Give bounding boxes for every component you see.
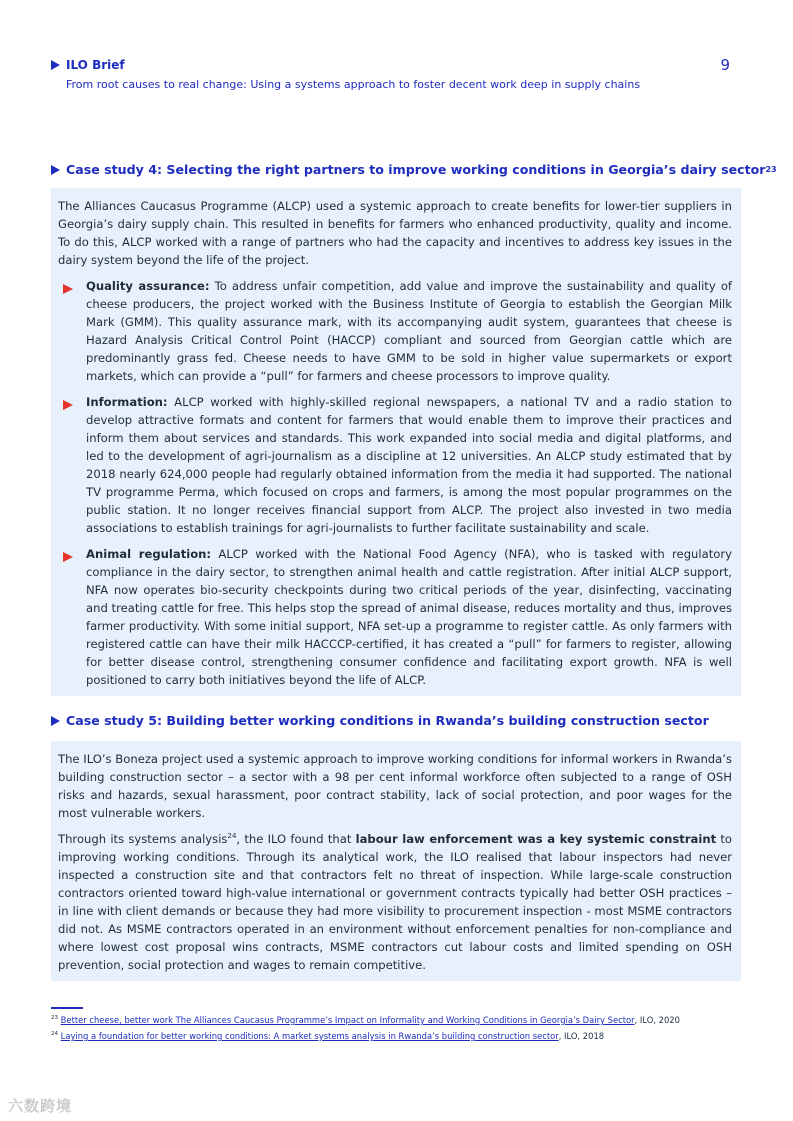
footnote-link[interactable]: Laying a foundation for better working conditions: A market systems analysis in Rwanda’s building construction sector bbox=[60, 1031, 559, 1041]
footnote-number: 23 bbox=[51, 1015, 58, 1022]
footnote-number: 24 bbox=[51, 1031, 58, 1038]
case-study-5-title: Case study 5: Building better working conditions in Rwanda’s building construction sector bbox=[66, 713, 709, 728]
brief-subtitle: From root causes to real change: Using a systems approach to foster decent work deep in supply chains bbox=[66, 78, 641, 91]
case-study-5-para-2 bbox=[58, 830, 732, 974]
bullet-body: To address unfair competition, add value and improve the sustainability and quality of cheese producers, the project worked with the Business Institute of Georgia to establish the Georgian Milk Mark (GMM). This quality assurance mark, with its accompanying audit system, guarantees that cheese is Hazard Analysis Critical Control Point (HACCP) compliant and sourced from Georgian cattle which are predominantly grass fed. Cheese needs to have GMM to be sold in higher value supermarkets or export markets, which can provide a “pull” for farmers and cheese processors to improve quality. bbox=[86, 279, 732, 383]
brief-label: ILO Brief bbox=[66, 58, 125, 72]
case-study-4-heading bbox=[51, 162, 777, 177]
footnote-divider bbox=[51, 1007, 83, 1009]
footnote-source: , ILO, 2018 bbox=[558, 1031, 605, 1041]
footnote-24 bbox=[51, 1031, 604, 1041]
red-triangle-icon bbox=[63, 400, 73, 410]
red-triangle-icon bbox=[63, 284, 73, 294]
triangle-bullet-icon bbox=[51, 716, 60, 726]
footnote-ref-24[interactable]: 24 bbox=[227, 832, 237, 841]
para-bold-text: labour law enforcement was a key systemic constraint bbox=[355, 832, 717, 846]
case-study-5-box bbox=[51, 741, 741, 981]
bullet-label: Quality assurance: bbox=[86, 279, 210, 293]
case-study-4-intro: The Alliances Caucasus Programme (ALCP) used a systemic approach to create benefits for lower-tier suppliers in Georgia’s dairy supply chain. This resulted in benefits for farmers who enhanced productivity, quality and income. To do this, ALCP worked with a range of partners who had the capacity and incentives to address key issues in the dairy system beyond the life of the project. bbox=[58, 199, 732, 267]
case-study-4-box bbox=[51, 188, 741, 696]
bullet-body: ALCP worked with highly-skilled regional newspapers, a national TV and a radio station to develop attractive formats and content for farmers that would enable them to improve their practices and inform them about services and standards. This work expanded into social media and digital platforms, and led to the development of agri-journalism as a discipline at 12 universities. An ALCP study estimated that by 2018 nearly 624,000 people had regularly obtained information from the media it had supported. The national TV programme Perma, which focused on crops and farmers, is among the most popular programmes on the public station. It no longer receives financial support from ALCP. The project also invested in two media associations to establish trainings for agri-journalists to further facilitate sustainability and scale. bbox=[86, 395, 732, 535]
page-number: 9 bbox=[720, 56, 730, 74]
bullet-animal-regulation bbox=[58, 545, 732, 689]
footnote-23 bbox=[51, 1015, 680, 1025]
footnote-source: , ILO, 2020 bbox=[634, 1015, 680, 1025]
para-text: Through its systems analysis bbox=[58, 832, 228, 846]
case-study-5-para-1: The ILO’s Boneza project used a systemic approach to improve working conditions for informal workers in Rwanda’s building construction sector – a sector with a 98 per cent informal workforce often subjected to a range of OSH risks and hazards, sexual harassment, poor contract stability, lack of social protection, and poor wages for the most vulnerable workers. bbox=[58, 752, 732, 820]
footnote-link[interactable]: Better cheese, better work The Alliances Caucasus Programme’s Impact on Informality and Working Conditions in Georgia’s Dairy Sector bbox=[60, 1015, 635, 1025]
footnote-ref-23[interactable]: 23 bbox=[765, 165, 777, 174]
bullet-information bbox=[58, 393, 732, 537]
bullet-label: Animal regulation: bbox=[86, 547, 212, 561]
para-text: to improving working conditions. Through its analytical work, the ILO realised that labour inspectors had never inspected a construction site and that contractors felt no threat of inspection. While large-scale construction contractors oriented toward high-value international or government contracts typically had better OSH practices – in line with client demands or because they had more visibility to procurement inspection - most MSME contractors did not. As MSME contractors operated in an environment without enforcement penalties for non-compliance and where lowest cost proposal wins contracts, MSME contractors cut labour costs and limited spending on OSH prevention, social protection and wages to remain competitive. bbox=[58, 832, 733, 972]
watermark: 六数跨境 bbox=[8, 1097, 73, 1115]
red-triangle-icon bbox=[63, 552, 73, 562]
bullet-label: Information: bbox=[86, 395, 168, 409]
case-study-4-title: Case study 4: Selecting the right partners to improve working conditions in Georgia’s dairy sector bbox=[66, 162, 766, 177]
bullet-quality-assurance bbox=[58, 277, 732, 385]
para-text: , the ILO found that bbox=[236, 832, 356, 846]
case-study-5-heading bbox=[51, 713, 709, 728]
bullet-body: ALCP worked with the National Food Agency (NFA), who is tasked with regulatory compliance in the dairy sector, to strengthen animal health and cattle registration. After initial ALCP support, NFA now operates bio-security checkpoints during two critical periods of the year, disinfecting, vaccinating and treating cattle for free. This helps stop the spread of animal disease, reduces mortality and thus, improves farmer productivity. With some initial support, NFA set-up a programme to register cattle. As only farmers with registered cattle can have their milk HACCCP-certified, it has created a “pull” for farmers to register, allowing for better disease control, strengthening consumer confidence and facilitating export growth. NFA is well positioned to carry both initiatives beyond the life of ALCP. bbox=[86, 547, 732, 687]
brief-label-line bbox=[51, 58, 741, 72]
triangle-bullet-icon bbox=[51, 60, 60, 70]
page-header bbox=[51, 58, 741, 91]
triangle-bullet-icon bbox=[51, 165, 60, 175]
